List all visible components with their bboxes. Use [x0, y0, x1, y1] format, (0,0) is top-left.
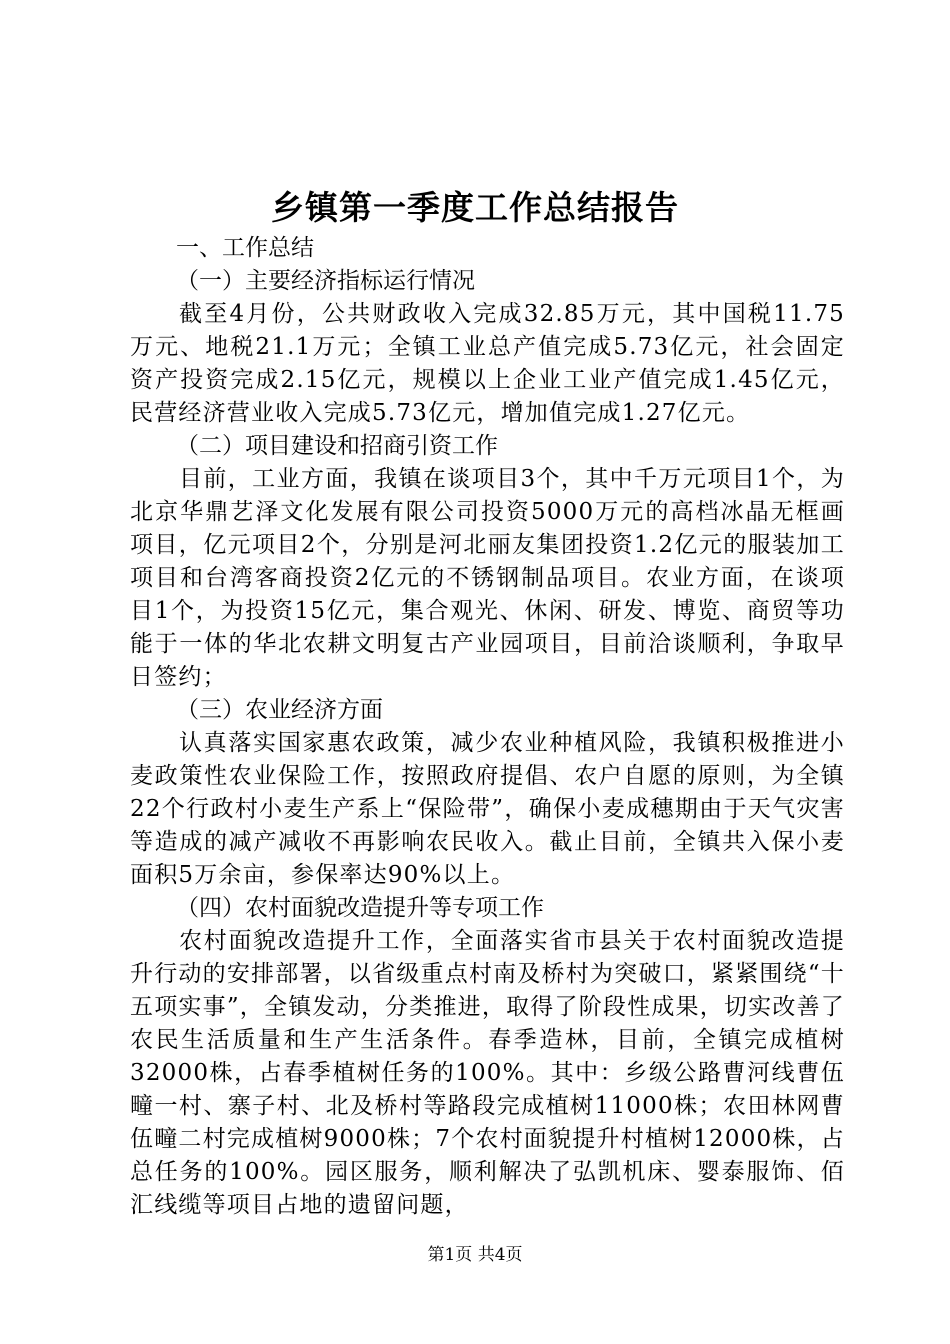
section-heading: 一、工作总结 [176, 235, 314, 261]
paragraph-2: 目前，工业方面，我镇在谈项目3个，其中千万元项目1个，为北京华鼎艺泽文化发展有限公司投资5000万元的高档冰晶无框画项目，亿元项目2个，分别是河北丽友集团投资1.2亿元的服装加工项目和台湾客商投资2亿元的不锈钢制品项目。农业方面，在谈项目1个，为投资15亿元，集合观光、休闲、研发、博览、商贸等功能于一体的华北农耕文明复古产业园项目，目前洽谈顺利，争取早日签约； [130, 466, 845, 690]
subsection-heading-3: （三）农业经济方面 [176, 697, 383, 723]
subsection-heading-1: （一）主要经济指标运行情况 [176, 268, 475, 294]
document-body [130, 232, 845, 1222]
paragraph-3: 认真落实国家惠农政策，减少农业种植风险，我镇积极推进小麦政策性农业保险工作，按照政府提倡、农户自愿的原则，为全镇22个行政村小麦生产系上“保险带”，确保小麦成穗期由于天气灾害等造成的减产减收不再影响农民收入。截止目前，全镇共入保小麦面积5万余亩，参保率达90%以上。 [130, 730, 845, 888]
subsection-heading-2: （二）项目建设和招商引资工作 [176, 433, 498, 459]
paragraph-1: 截至4月份，公共财政收入完成32.85万元，其中国税11.75万元、地税21.1万元；全镇工业总产值完成5.73亿元，社会固定资产投资完成2.15亿元，规模以上企业工业产值完成1.45亿元，民营经济营业收入完成5.73亿元，增加值完成1.27亿元。 [130, 301, 845, 426]
subsection-heading-4: （四）农村面貌改造提升等专项工作 [176, 895, 544, 921]
paragraph-4: 农村面貌改造提升工作，全面落实省市县关于农村面貌改造提升行动的安排部署，以省级重点村南及桥村为突破口，紧紧围绕“十五项实事”，全镇发动，分类推进，取得了阶段性成果，切实改善了农民生活质量和生产生活条件。春季造林，目前，全镇完成植树32000株，占春季植树任务的100%。其中：乡级公路曹河线曹伍疃一村、寨子村、北及桥村等路段完成植树11000株；农田林网曹伍疃二村完成植树9000株；7个农村面貌提升村植树12000株，占总任务的100%。园区服务，顺利解决了弘凯机床、婴泰服饰、佰汇线缆等项目占地的遗留问题， [130, 928, 845, 1218]
document-title: 乡镇第一季度工作总结报告 [271, 188, 679, 227]
page-footer: 第1页 共4页 [427, 1245, 523, 1265]
